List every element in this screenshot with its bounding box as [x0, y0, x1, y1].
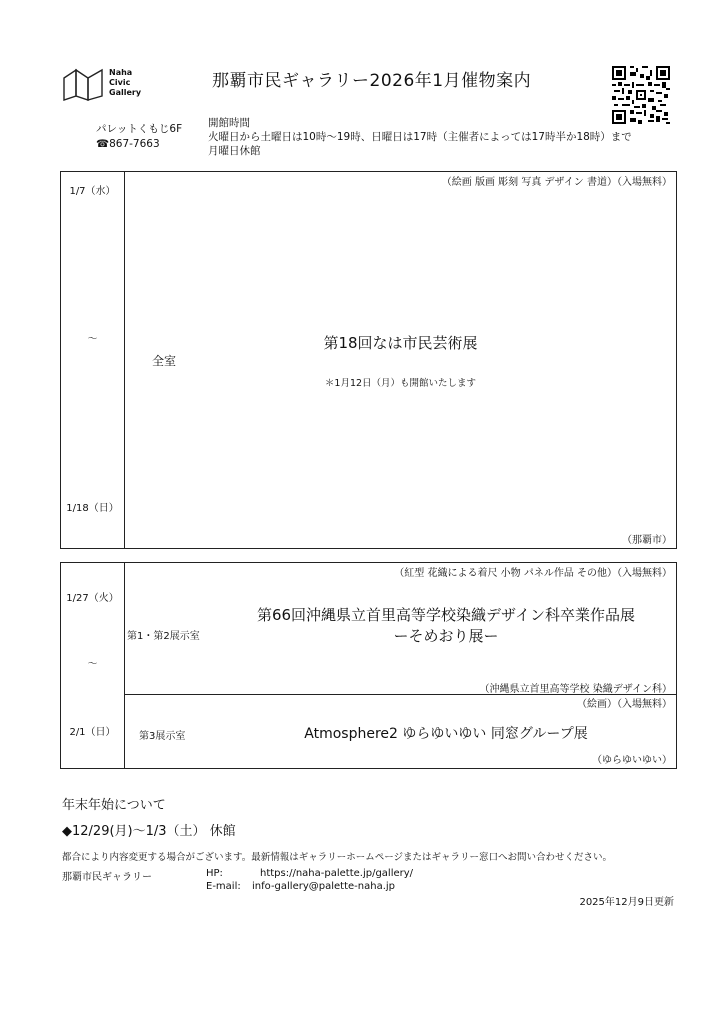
- exhibition-title: Atmosphere2 ゆらゆいゆい 同窓グループ展: [304, 726, 588, 742]
- date-column-divider: [124, 563, 125, 768]
- date-column-divider: [124, 172, 125, 548]
- exhibition-box-1: [60, 171, 677, 549]
- exhibition-room: 第1・第2展示室: [127, 631, 200, 642]
- page-title: 那覇市民ギャラリー2026年1月催物案内: [212, 71, 532, 91]
- exhibition-organizer: （ゆらゆいゆい）: [592, 755, 672, 766]
- holiday-dates: ◆12/29(月)〜1/3（土） 休館: [62, 824, 236, 839]
- hours-block: [208, 116, 632, 158]
- change-notice: 都合により内容変更する場合がございます。最新情報はギャラリーホームページまたはギャラリー窓口へお問い合わせください。: [62, 852, 613, 863]
- date-end: 1/18（日）: [66, 503, 119, 514]
- phone-number: ☎867-7663: [96, 138, 160, 150]
- exhibition-room: 第3展示室: [139, 731, 186, 742]
- email-label: E-mail:: [206, 881, 241, 892]
- date-separator: 〜: [87, 659, 98, 670]
- date-separator: 〜: [87, 334, 98, 345]
- hours-label: 開館時間: [208, 117, 250, 129]
- exhibition-genre: （紅型 花織による着尺 小物 パネル作品 その他）（入場無料）: [394, 568, 672, 579]
- exhibition-title: 第18回なは市民芸術展: [323, 334, 478, 352]
- hours-detail: 火曜日から土曜日は10時〜19時、日曜日は17時（主催者によっては17時半か18時）まで: [208, 131, 632, 143]
- exhibition-organizer: （沖縄県立首里高等学校 染織デザイン科）: [479, 684, 672, 695]
- exhibition-box-2: [60, 562, 677, 769]
- exhibition-title: 第66回沖縄県立首里高等学校染織デザイン科卒業作品展: [256, 606, 636, 624]
- address-floor: パレットくもじ6F: [96, 123, 183, 135]
- date-start: 1/7（水）: [69, 186, 116, 197]
- org-name: 那覇市民ギャラリー: [62, 872, 152, 883]
- gallery-logo-icon: [62, 66, 106, 102]
- email-link[interactable]: info-gallery@palette-naha.jp: [252, 881, 396, 892]
- exhibition-genre: （絵画 版画 彫刻 写真 デザイン 書道）（入場無料）: [441, 177, 672, 188]
- gallery-logo: [62, 66, 162, 102]
- exhibition-organizer: （那覇市）: [622, 535, 672, 546]
- updated-date: 2025年12月9日更新: [579, 897, 674, 908]
- exhibition-note: ＊1月12日（月）も開館いたします: [324, 378, 477, 389]
- holiday-heading: 年末年始について: [62, 798, 166, 813]
- closed-day: 月曜日休館: [208, 145, 261, 157]
- hp-label: HP:: [206, 868, 223, 879]
- homepage-link[interactable]: https://naha-palette.jp/gallery/: [260, 868, 414, 879]
- exhibition-room: 全室: [152, 354, 177, 368]
- date-end: 2/1（日）: [69, 727, 116, 738]
- exhibition-subtitle: ーそめおり展ー: [393, 627, 499, 645]
- exhibition-genre: （絵画）（入場無料）: [577, 699, 672, 710]
- address-block: [96, 122, 182, 152]
- date-start: 1/27（火）: [66, 593, 119, 604]
- logo-text: Naha Civic Gallery: [109, 68, 142, 97]
